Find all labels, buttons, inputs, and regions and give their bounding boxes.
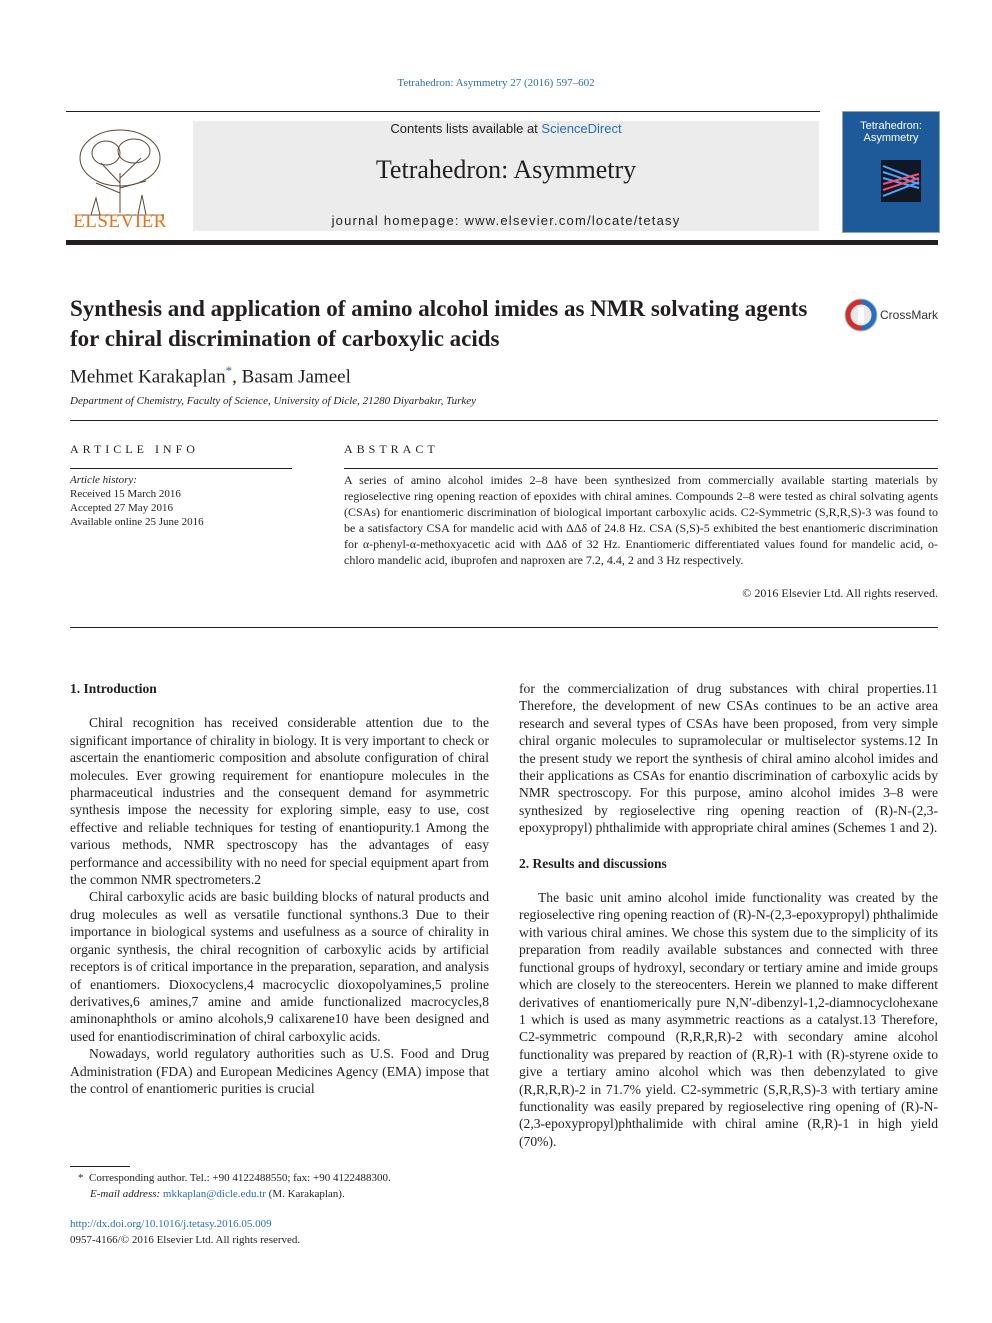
online-date: Available online 25 June 2016 (70, 516, 204, 528)
journal-homepage[interactable]: journal homepage: www.elsevier.com/locate/tetasy (331, 213, 681, 228)
abstract-heading: ABSTRACT (344, 442, 439, 456)
section-introduction-heading: 1. Introduction (70, 681, 157, 696)
email-line (78, 1186, 498, 1202)
article-info-heading: ARTICLE INFO (70, 442, 199, 456)
email-label: E-mail address: (90, 1188, 161, 1200)
footnote-rule (70, 1166, 130, 1167)
email-link[interactable]: mkkaplan@dicle.edu.tr (162, 1188, 266, 1200)
journal-citation[interactable]: Tetrahedron: Asymmetry 27 (2016) 597–602 (397, 77, 595, 89)
journal-cover-image (842, 111, 940, 233)
right-column (519, 680, 938, 1150)
elsevier-wordmark: ELSEVIER (73, 211, 167, 232)
cover-graphic (881, 160, 921, 202)
sciencedirect-link[interactable]: ScienceDirect (541, 121, 622, 136)
accepted-date: Accepted 27 May 2016 (70, 502, 173, 514)
doi-link[interactable]: http://dx.doi.org/10.1016/j.tetasy.2016.05.009 (70, 1218, 272, 1230)
cover-title: Tetrahedron: Asymmetry (860, 120, 922, 144)
corresponding-footnote (78, 1170, 498, 1186)
corresponding-text: Corresponding author. Tel.: +90 4122488550; fax: +90 4122488300. (89, 1172, 391, 1184)
abstract-text: A series of amino alcohol imides 2–8 have been synthesized from commercially available starting materials by regioselective ring opening reaction of epoxides with chiral amines. Compounds 2–8 were tested as chiral solvating agents (CSAs) for enantiomeric discrimination of biological important carboxylic acids. C2-Symmetric (S,R,R,S)-3 was found to be a satisfactory CSA for mandelic acid with ΔΔδ of 24.8 Hz. CSA (S,S)-5 exhibited the best enantiomeric discrimination for α-phenyl-α-methoxyacetic acid with ΔΔδ of 32 Hz. Enantiomeric differentiated values found for mandelic acid, o-chloro mandelic acid, ibuprofen and naproxen are 7.2, 4.4, 2 and 3 Hz respectively. (344, 473, 938, 567)
paragraph: Nowadays, world regulatory authorities such as U.S. Food and Drug Administration (FDA) and European Medicines Agency (EMA) impose that the control of enantiomeric purities is crucial (70, 1046, 489, 1096)
paragraph: for the commercialization of drug substances with chiral properties.11 Therefore, the development of new CSAs continues to be an active area research and several types of CSAs have been proposed, from very simple chiral organic molecules to supramolecular or multiselector systems.12 In the present study we report the synthesis of chiral amino alcohol imides and their applications as CSAs for enantio discrimination of carboxylic acids by NMR spectroscopy. For this purpose, amino alcohol imides 3–8 were synthesized by regioselective ring opening reaction of (R)-N-(2,3-epoxypropyl) phthalimide with appropriate chiral amines (Schemes 1 and 2). (519, 681, 938, 836)
footnote-block (78, 1170, 498, 1202)
abstract-bottom-rule (70, 627, 938, 628)
affiliation: Department of Chemistry, Faculty of Science, University of Dicle, 21280 Diyarbakır, Turkey (70, 395, 477, 407)
doi-block (70, 1216, 490, 1248)
affiliation-rule (70, 420, 938, 421)
contents-prefix: Contents lists available at (390, 121, 542, 136)
contents-line (193, 121, 819, 136)
header-rule (66, 111, 820, 112)
crossmark-icon[interactable] (844, 298, 878, 332)
paragraph: Chiral carboxylic acids are basic building blocks of natural products and drug molecules as well as versatile functional synthons.3 Due to their importance in biological systems and usefulness as a source of chirality in organic synthesis, the chiral recognition of carboxylic acids by artificial receptors is of critical importance in the preparation, separation, and analysis of enantiomers. Dioxocyclens,4 macrocyclic dioxopolyamines,5 proline derivatives,6 amines,7 amine and amide functionalized macrocycles,8 aminonaphthols or amino alcohols,9 calixarene10 have been designed and used for enantiodiscrimination of chiral carboxylic acids. (70, 889, 489, 1044)
info-rule (70, 468, 292, 469)
received-date: Received 15 March 2016 (70, 488, 181, 500)
author-list (70, 363, 351, 388)
paragraph: The basic unit amino alcohol imide functionality was created by the regioselective ring opening reaction of (R)-N-(2,3-epoxypropyl) phthalimide with various chiral amines. We chose this system due to the simplicity of its preparation from readily available substances and connected with three functional groups of hydroxyl, secondary or tertiary amine and imide groups which are closely to the stereocenters. Herein we planned to make different derivatives of enantiomerically pure N,N′-dibenzyl-1,2-diamnocyclohexane 1 which is used as many asymmetric reactions as a catalyst.13 Therefore, C2-symmetric compound (R,R,R,R)-2 with secondary amine alcohol functionality was prepared by reaction of (R,R)-1 with (R)-styrene oxide to give a tertiary amino alcohol which was then debenzylated to give (R,R,R,R)-2 in 71.7% yield. C2-symmetric (S,R,R,S)-3 with tertiary amine functionality was easily prepared by regioselective ring opening of (R)-N-(2,3-epoxypropyl)phthalimide with chiral amine (R,R)-1 in high yield (70%). (519, 890, 938, 1149)
email-owner: (M. Karakaplan). (268, 1188, 345, 1200)
left-column (70, 680, 489, 1097)
article-title: Synthesis and application of amino alcohol imides as NMR solvating agents for chiral discrimination of carboxylic acids (70, 296, 808, 351)
footnote-mark: * (78, 1172, 84, 1184)
article-history (70, 473, 300, 529)
crossmark-label[interactable]: CrossMark (880, 308, 939, 322)
paragraph: Chiral recognition has received considerable attention due to the significant importance of chirality in biology. It is very important to check or ascertain the enantiomeric composition and absolute configuration of chiral molecules. Ever growing requirement for enantiopure molecules in the pharmaceutical industries and the consequent demand for asymmetric synthesis impose the necessity for exploring simple, easy to use, cost effective and reliable techniques for testing of enantiopurity.1 Among the various methods, NMR spectroscopy has the advantages of easy performance and accessibility with no need for special equipment apart from the common NMR spectrometers.2 (70, 715, 489, 888)
author-names-rest: , Basam Jameel (232, 366, 351, 388)
corresponding-mark[interactable]: * (225, 363, 233, 378)
author-name: Mehmet Karakaplan (70, 366, 226, 388)
history-label: Article history: (70, 474, 137, 486)
issn-line: 0957-4166/© 2016 Elsevier Ltd. All rights reserved. (70, 1234, 301, 1246)
section-results-heading: 2. Results and discussions (519, 855, 667, 871)
header-thick-rule (66, 240, 938, 245)
journal-title: Tetrahedron: Asymmetry (375, 155, 637, 184)
abstract-copyright: © 2016 Elsevier Ltd. All rights reserved. (742, 586, 938, 600)
abstract-rule (344, 468, 938, 469)
